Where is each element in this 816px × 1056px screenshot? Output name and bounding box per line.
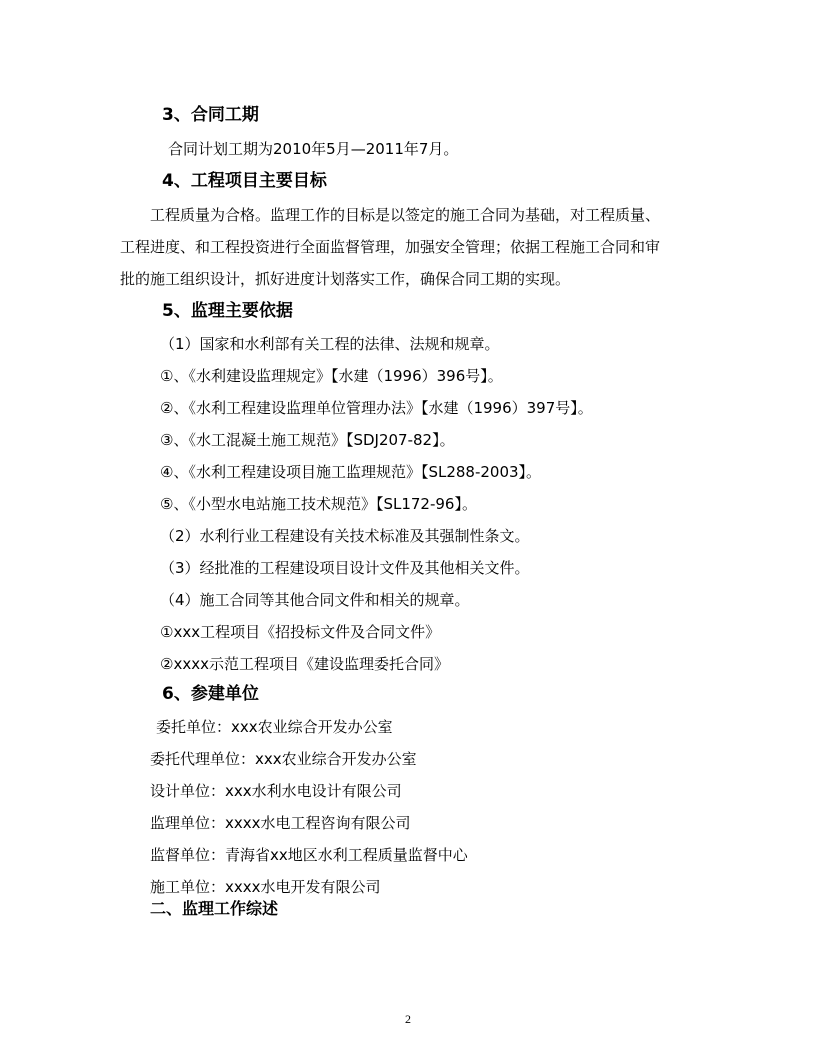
section-6-item-6: 施工单位：xxxx水电开发有限公司: [150, 878, 381, 896]
section-5-item-2: ①、《水利建设监理规定》【水建（1996）396号】。: [160, 367, 503, 385]
section-5-item-10: ①xxx工程项目《招投标文件及合同文件》: [160, 623, 441, 641]
section-5-item-6: ⑤、《小型水电站施工技术规范》【SL172-96】。: [160, 495, 477, 513]
section-6-item-5: 监督单位：青海省xx地区水利工程质量监督中心: [150, 846, 468, 864]
section-5-item-5: ④、《水利工程建设项目施工监理规范》【SL288-2003】。: [160, 463, 542, 481]
section-5-item-11: ②xxxx示范工程项目《建设监理委托合同》: [160, 655, 449, 673]
page-number: 2: [405, 1012, 411, 1026]
section-3-heading: 3、合同工期: [162, 105, 259, 125]
part-2-heading: 二、监理工作综述: [150, 899, 279, 918]
section-4-line-2: 工程进度、和工程投资进行全面监督管理，加强安全管理；依据工程施工合同和审: [120, 238, 661, 256]
section-3-text: 合同计划工期为2010年5月—2011年7月。: [168, 140, 459, 158]
section-4-line-3: 批的施工组织设计，抓好进度计划落实工作，确保合同工期的实现。: [120, 270, 571, 288]
section-5-item-3: ②、《水利工程建设监理单位管理办法》【水建（1996）397号】。: [160, 399, 593, 417]
section-5-item-9: （4）施工合同等其他合同文件和相关的规章。: [160, 591, 470, 609]
section-6-item-4: 监理单位：xxxx水电工程咨询有限公司: [150, 814, 411, 832]
section-5-item-7: （2）水利行业工程建设有关技术标准及其强制性条文。: [160, 527, 530, 545]
section-5-item-1: （1）国家和水利部有关工程的法律、法规和规章。: [160, 335, 500, 353]
section-6-heading: 6、参建单位: [162, 684, 259, 704]
section-4-heading: 4、工程项目主要目标: [162, 171, 327, 191]
section-6-item-1: 委托单位：xxx农业综合开发办公室: [156, 718, 393, 736]
section-5-item-8: （3）经批准的工程建设项目设计文件及其他相关文件。: [160, 559, 530, 577]
section-6-item-3: 设计单位：xxx水利水电设计有限公司: [150, 782, 402, 800]
section-5-heading: 5、监理主要依据: [162, 301, 293, 321]
section-4-line-1: 工程质量为合格。监理工作的目标是以签定的施工合同为基础，对工程质量、: [150, 206, 661, 224]
section-5-item-4: ③、《水工混凝土施工规范》【SDJ207-82】。: [160, 431, 455, 449]
section-6-item-2: 委托代理单位：xxx农业综合开发办公室: [150, 750, 417, 768]
